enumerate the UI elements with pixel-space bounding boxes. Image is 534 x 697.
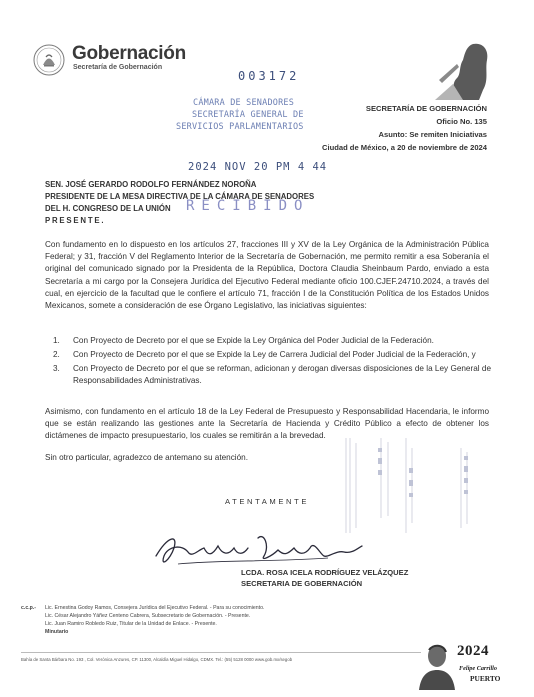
reception-stamp-line-3: SERVICIOS PARLAMENTARIOS (176, 122, 304, 132)
office-name: SECRETARÍA DE GOBERNACIÓN (365, 104, 487, 113)
footer-divider (21, 652, 421, 653)
brand-subtitle: Secretaría de Gobernación (73, 64, 163, 71)
ccp-line: Minutario (45, 629, 69, 635)
list-item-number: 3. (53, 364, 60, 373)
addressee-position: PRESIDENTE DE LA MESA DIRECTIVA DE LA CÁMARA DE SENADORES (45, 192, 315, 201)
signer-title: SECRETARIA DE GOBERNACIÓN (241, 579, 363, 588)
reception-stamp-line-2: SECRETARÍA GENERAL DE (192, 110, 304, 120)
subject-line: Asunto: Se remiten Iniciativas (378, 130, 487, 139)
list-item-number: 2. (53, 350, 60, 359)
addressee-presente: PRESENTE. (45, 216, 106, 225)
ccp-line: Lic. Ernestina Godoy Ramos, Consejera Jurídica del Ejecutivo Federal. - Para su conocimiento. (45, 605, 265, 611)
list-item (45, 335, 491, 347)
commemorative-logo-name: Felipe Carrillo (459, 665, 497, 672)
body-paragraph-1: Con fundamento en lo dispuesto en los artículos 27, fracciones III y XV de la Ley Orgánica de la Administración Pública Federal; y 31, fracción V del Reglamento Interior de la Secretaría de Gobernación, me permito remitir a esa Soberanía el original del comunicado signado por la Presidenta de la República, Doctora Claudia Sheinbaum Pardo, enviado a esta Secretaría a mi cargo por la Consejera Jurídica del Ejecutivo Federal mediante oficio 100.CJEF.24710.2024, a través del cual, en ejercicio de la facultad que le confiere el artículo 71, fracción I de la Constitución Política de los Estados Unidos Mexicanos, somete a consideración de ese Órgano Legislativo, las iniciativas siguientes: (45, 240, 489, 311)
addressee-name: SEN. JOSÉ GERARDO RODOLFO FERNÁNDEZ NOROÑA (45, 180, 257, 189)
commemorative-logo-surname: PUERTO (470, 674, 501, 683)
initiatives-list (45, 335, 491, 389)
list-item-text: Con Proyecto de Decreto por el que se reforman, adicionan y derogan diversas disposiciones de la Ley General de Responsabilidades Administrativas. (73, 364, 491, 385)
list-item (45, 349, 491, 361)
ccp-label: c.c.p.- (21, 605, 36, 611)
list-item-text: Con Proyecto de Decreto por el que se Expide la Ley Orgánica del Poder Judicial de la Federación. (73, 336, 434, 345)
commemorative-logo-year: 2024 (457, 643, 489, 659)
list-item (45, 363, 491, 387)
body-paragraph-3: Sin otro particular, agradezco de antemano su atención. (45, 453, 248, 462)
brand-title: Gobernación (72, 43, 186, 64)
footer-address: Bahía de Santa Bárbara No. 193 , Col. Verónica Anzures, CP. 11300, Alcaldía Miguel Hidalgo, CDMX. Tel.: (55) 5128 0000 www.gob.mx/segob (21, 657, 293, 662)
portrait-icon (417, 640, 457, 690)
body-paragraph-2: Asimismo, con fundamento en el artículo 18 de la Ley Federal de Presupuesto y Responsabilidad Hacendaria, le informo que se están realizando las gestiones ante la Secretaría de Hacienda y Crédito Público a efecto de obtener los dictámenes de impacto presupuestario, los cuales se remitirán a la brevedad. (45, 407, 489, 441)
oficio-number: Oficio No. 135 (436, 117, 487, 126)
signer-name: LCDA. ROSA ICELA RODRÍGUEZ VELÁZQUEZ (241, 568, 409, 577)
received-stamp: RECIBIDO (186, 198, 310, 214)
mexico-seal-icon (33, 44, 65, 76)
list-item-number: 1. (53, 336, 60, 345)
ccp-list (45, 604, 264, 636)
list-item-text: Con Proyecto de Decreto por el que se Expide la Ley de Carrera Judicial del Poder Judicial de la Federación, y (73, 350, 476, 359)
addressee-institution: DEL H. CONGRESO DE LA UNIÓN (45, 204, 171, 213)
date-stamp: 2024 NOV 20 PM 4 44 (188, 161, 328, 173)
folio-number: 003172 (238, 69, 300, 83)
reception-stamp-line-1: CÁMARA DE SENADORES (193, 98, 295, 108)
faded-stamp-icon (336, 438, 486, 538)
ccp-line: Lic. César Alejandro Yáñez Centeno Cabrera, Subsecretario de Gobernación. - Presente. (45, 613, 251, 619)
heroine-figure-icon (433, 40, 491, 102)
closing-salutation: ATENTAMENTE (224, 497, 309, 506)
ccp-line: Lic. Juan Ramiro Robledo Ruiz, Titular de la Unidad de Enlace. - Presente. (45, 621, 217, 627)
place-date: Ciudad de México, a 20 de noviembre de 2024 (321, 143, 487, 152)
